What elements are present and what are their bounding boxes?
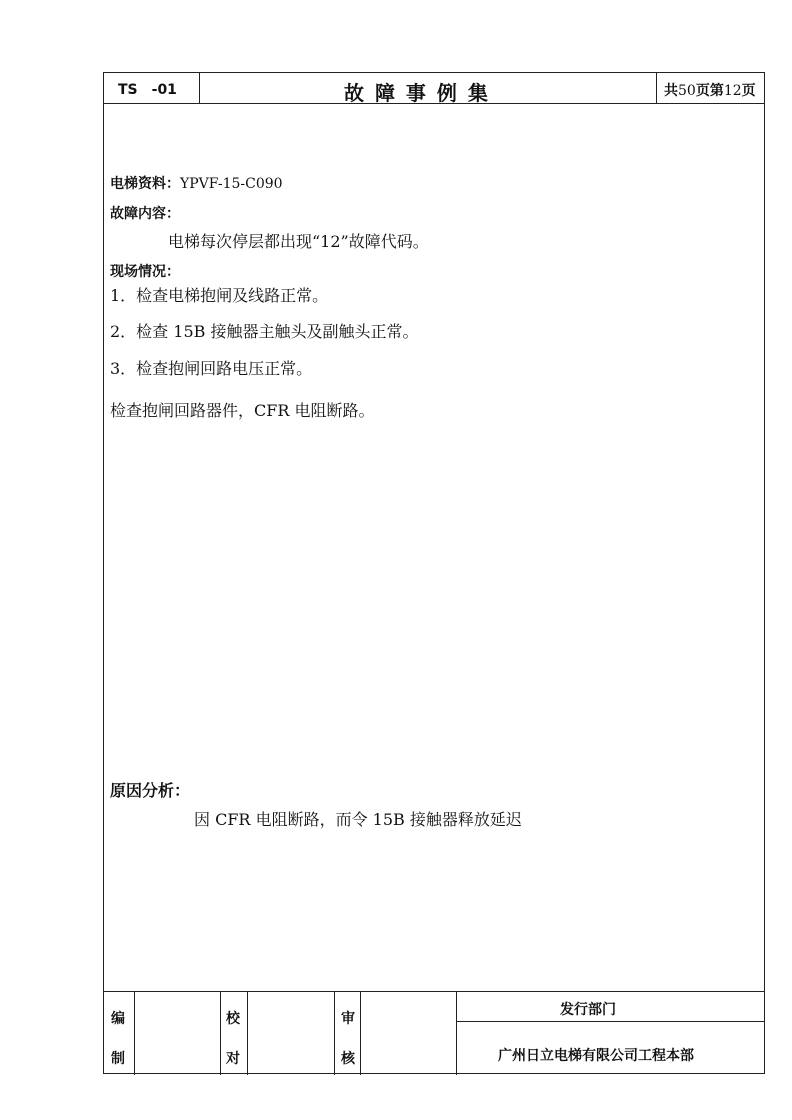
page-current: 12 (723, 83, 742, 99)
cause-label: 原因分析： (110, 781, 191, 800)
dept-name: 广州日立电梯有限公司工程本部 (498, 1048, 694, 1064)
document-frame (103, 72, 765, 1074)
doc-title: 故 障 事 例 集 (344, 81, 490, 105)
footer-col-2 (220, 991, 221, 1075)
header-col-divider-2 (656, 73, 657, 103)
he-label: 核 (341, 1051, 355, 1067)
zhi-label: 制 (111, 1051, 125, 1067)
dept-label: 发行部门 (560, 1002, 616, 1018)
footer-col-5 (360, 991, 361, 1075)
dui-label: 对 (226, 1051, 240, 1067)
site-item-1: 1．检查电梯抱闸及线路正常。 (110, 286, 329, 305)
site-item-3: 3．检查抱闸回路电压正常。 (110, 359, 313, 378)
page-indicator (664, 80, 756, 100)
footer-col-3 (247, 991, 248, 1075)
footer-top-divider (104, 991, 764, 992)
model-label: 电梯资料： (110, 176, 180, 192)
footer-col-4 (334, 991, 335, 1075)
footer-col-6 (456, 991, 457, 1075)
footer-dept-divider (456, 1021, 764, 1022)
page-mid: 页第 (695, 83, 724, 99)
fault-label: 故障内容： (110, 206, 180, 222)
bian-label: 编 (111, 1011, 125, 1027)
fault-text: 电梯每次停层都出现“12”故障代码。 (168, 232, 429, 251)
model-line (110, 173, 283, 193)
site-item-2: 2．检查 15B 接触器主触头及副触头正常。 (110, 322, 419, 341)
page-suffix: 页 (741, 83, 756, 99)
page-total: 50 (678, 83, 696, 99)
shen-label: 审 (341, 1011, 355, 1027)
header-col-divider-1 (199, 73, 200, 103)
jiao-label: 校 (226, 1011, 240, 1027)
site-label: 现场情况： (110, 264, 180, 280)
model-value: YPVF-15-C090 (180, 176, 283, 192)
doc-code: TS -01 (118, 82, 177, 98)
footer-col-1 (134, 991, 135, 1075)
finding-text: 检查抱闸回路器件，CFR 电阻断路。 (110, 401, 375, 420)
cause-text: 因 CFR 电阻断路，而令 15B 接触器释放延迟 (194, 810, 522, 829)
page-total-prefix: 共 (664, 83, 678, 99)
